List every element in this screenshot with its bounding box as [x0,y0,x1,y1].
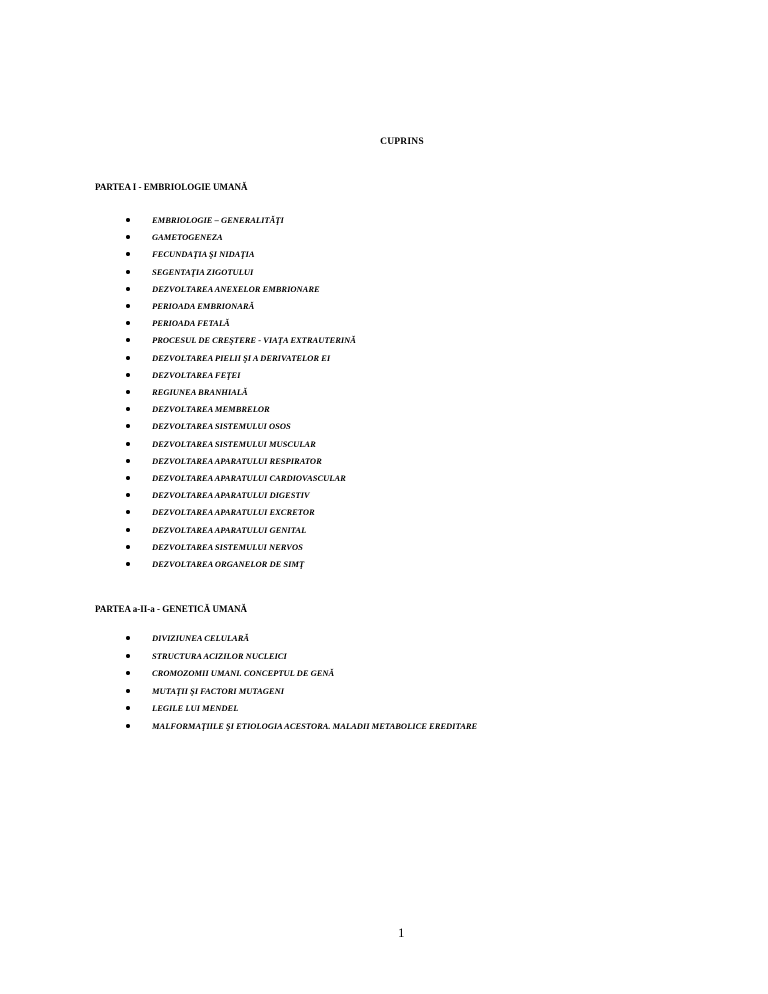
toc-item-label: PERIOADA FETALĂ [152,318,230,329]
toc-item-label: GAMETOGENEZA [152,232,223,243]
toc-item-label: FECUNDAŢIA ŞI NIDAŢIA [152,249,255,260]
toc-item-label: DEZVOLTAREA APARATULUI DIGESTIV [152,490,310,501]
bullet-icon [126,671,130,675]
part-1-heading: PARTEA I - EMBRIOLOGIE UMANĂ [95,182,248,192]
toc-item-label: DEZVOLTAREA APARATULUI RESPIRATOR [152,455,322,466]
bullet-icon [126,545,130,549]
bullet-icon [126,287,130,291]
toc-item-label: MUTAŢII ŞI FACTORI MUTAGENI [152,685,285,696]
part-2-heading: PARTEA a-II-a - GENETICĂ UMANĂ [95,604,248,614]
bullet-icon [126,321,130,325]
bullet-icon [126,562,130,566]
bullet-icon [126,407,130,411]
bullet-icon [126,689,130,693]
toc-item-label: SEGENTAŢIA ZIGOTULUI [152,266,254,277]
toc-item-label: DEZVOLTAREA MEMBRELOR [152,404,270,415]
toc-item-label: PERIOADA EMBRIONARĂ [152,301,255,311]
bullet-icon [126,442,130,446]
toc-item-label: DIVIZIUNEA CELULARĂ [152,633,250,643]
toc-item-label: DEZVOLTAREA SISTEMULUI NERVOS [152,541,303,552]
page-number: 1 [398,925,405,940]
bullet-icon [126,724,130,728]
bullet-icon [126,636,130,640]
bullet-icon [126,338,130,342]
bullet-icon [126,706,130,710]
toc-item-label: LEGILE LUI MENDEL [152,703,239,714]
bullet-icon [126,252,130,256]
toc-item-label: CROMOZOMII UMANI. CONCEPTUL DE GENĂ [152,668,335,679]
bullet-icon [126,459,130,463]
toc-item-label: DEZVOLTAREA PIELII ŞI A DERIVATELOR EI [152,352,331,363]
bullet-icon [126,235,130,239]
toc-item-label: DEZVOLTAREA FEŢEI [152,369,241,380]
bullet-icon [126,528,130,532]
bullet-icon [126,654,130,658]
toc-item-label: DEZVOLTAREA ANEXELOR EMBRIONARE [152,283,320,294]
toc-item-label: DEZVOLTAREA APARATULUI EXCRETOR [152,507,315,518]
toc-item-label: DEZVOLTAREA ORGANELOR DE SIMŢ [152,559,305,569]
toc-item-label: DEZVOLTAREA SISTEMULUI MUSCULAR [152,438,316,449]
bullet-icon [126,390,130,394]
toc-item-label: DEZVOLTAREA APARATULUI GENITAL [152,524,307,535]
toc-item-label: REGIUNEA BRANHIALĂ [152,387,248,397]
bullet-icon [126,218,130,222]
toc-item-label: EMBRIOLOGIE – GENERALITĂŢI [152,215,284,225]
toc-item-label: STRUCTURA ACIZILOR NUCLEICI [152,650,287,661]
bullet-icon [126,373,130,377]
bullet-icon [126,424,130,428]
bullet-icon [126,304,130,308]
toc-title: CUPRINS [380,137,424,147]
toc-item-label: DEZVOLTAREA SISTEMULUI OSOS [152,421,291,432]
bullet-icon [126,510,130,514]
bullet-icon [126,270,130,274]
toc-item-label: DEZVOLTAREA APARATULUI CARDIOVASCULAR [152,473,346,483]
toc-item-label: MALFORMAŢIILE ŞI ETIOLOGIA ACESTORA. MALADII METABOLICE EREDITARE [152,721,478,731]
bullet-icon [126,493,130,497]
bullet-icon [126,356,130,360]
toc-item-label: PROCESUL DE CREŞTERE - VIAŢA EXTRAUTERINĂ [152,335,356,346]
bullet-icon [126,476,130,480]
